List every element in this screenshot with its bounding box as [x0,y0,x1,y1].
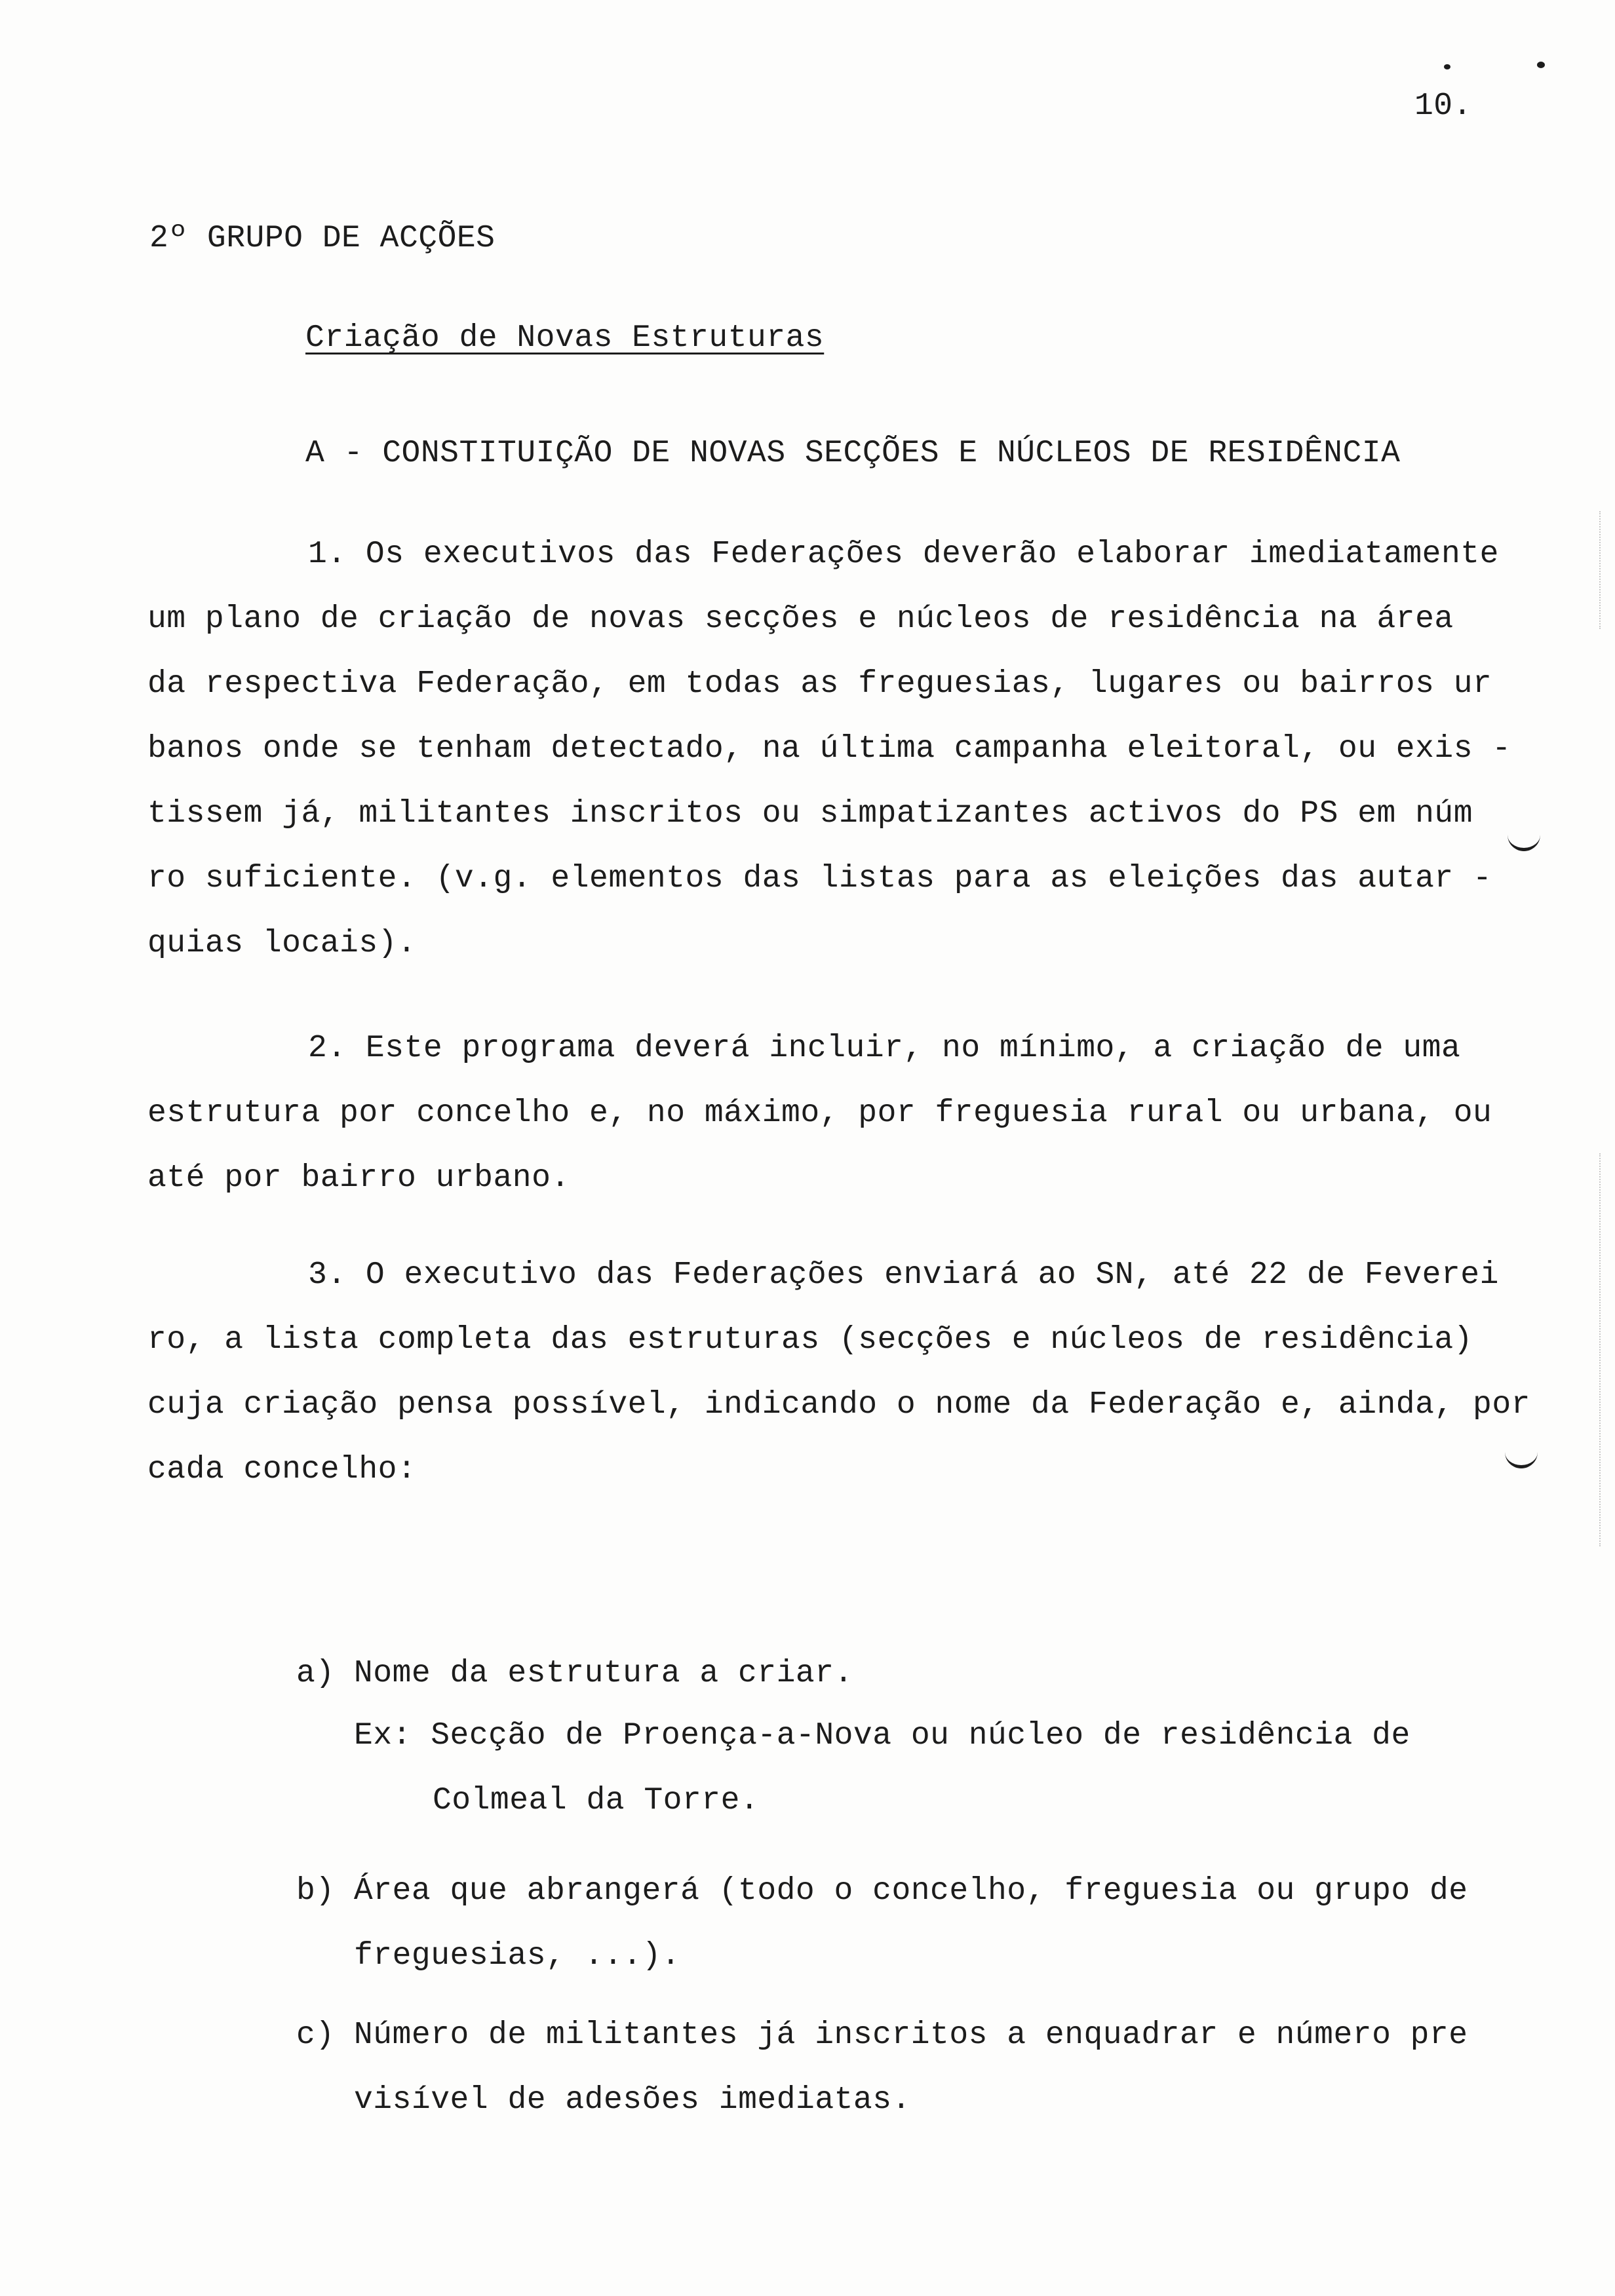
paragraph-1 [147,539,1524,993]
list-item-b [296,1875,1468,1972]
paragraph-line: quias locais). [147,926,417,961]
paragraph-line: até por bairro urbano. [147,1160,570,1196]
scan-margin-artifact [1599,511,1603,629]
paragraph-line: ro, a lista completa das estruturas (secções e núcleos de residência) [147,1322,1473,1358]
list-item-c [296,2019,1468,2116]
scan-speck [1537,62,1545,68]
list-item-text: c) Número de militantes já inscritos a enquadrar e número pre [296,2018,1468,2053]
paragraph-line: cada concelho: [147,1452,417,1487]
paragraph-line: 3. O executivo das Federações enviará ao SN, até 22 de Feverei [308,1257,1499,1293]
section-subheading: Criação de Novas Estruturas [305,320,825,356]
paragraph-line: um plano de criação de novas secções e núcleos de residência na área [147,602,1454,637]
page-number: 10. [1414,88,1472,124]
list-item-a-example [354,1720,1411,1816]
section-title: A - CONSTITUIÇÃO DE NOVAS SECÇÕES E NÚCLEOS DE RESIDÊNCIA [305,436,1401,471]
list-item-text: freguesias, ...). [354,1938,681,1974]
example-line: Colmeal da Torre. [433,1783,760,1818]
paragraph-line: estrutura por concelho e, no máximo, por freguesia rural ou urbana, ou [147,1096,1492,1131]
paragraph-2 [147,1033,1524,1227]
example-line: Ex: Secção de Proença-a-Nova ou núcleo de residência de [354,1718,1411,1753]
paragraph-3 [147,1257,1530,1519]
list-item-text: visível de adesões imediatas. [354,2082,911,2118]
scan-speck [1444,64,1450,69]
paragraph-line: 2. Este programa deverá incluir, no mínimo, a criação de uma [308,1031,1461,1066]
paragraph-line: tissem já, militantes inscritos ou simpatizantes activos do PS em núm [147,796,1473,832]
list-item-text: b) Área que abrangerá (todo o concelho, freguesia ou grupo de [296,1873,1468,1909]
paragraph-line: 1. Os executivos das Federações deverão elaborar imediatamente [308,537,1499,572]
list-item-a [296,1658,853,1689]
scan-margin-artifact [1599,1153,1603,1546]
group-heading: 2º GRUPO DE ACÇÕES [149,221,496,256]
paragraph-line: cuja criação pensa possível, indicando o nome da Federação e, ainda, por [147,1387,1530,1423]
list-item-text: a) Nome da estrutura a criar. [296,1656,853,1691]
paragraph-line: banos onde se tenham detectado, na última campanha eleitoral, ou exis - [147,731,1511,767]
paragraph-line: da respectiva Federação, em todas as freguesias, lugares ou bairros ur [147,666,1492,702]
paragraph-line: ro suficiente. (v.g. elementos das listas para as eleições das autar - [147,861,1492,896]
